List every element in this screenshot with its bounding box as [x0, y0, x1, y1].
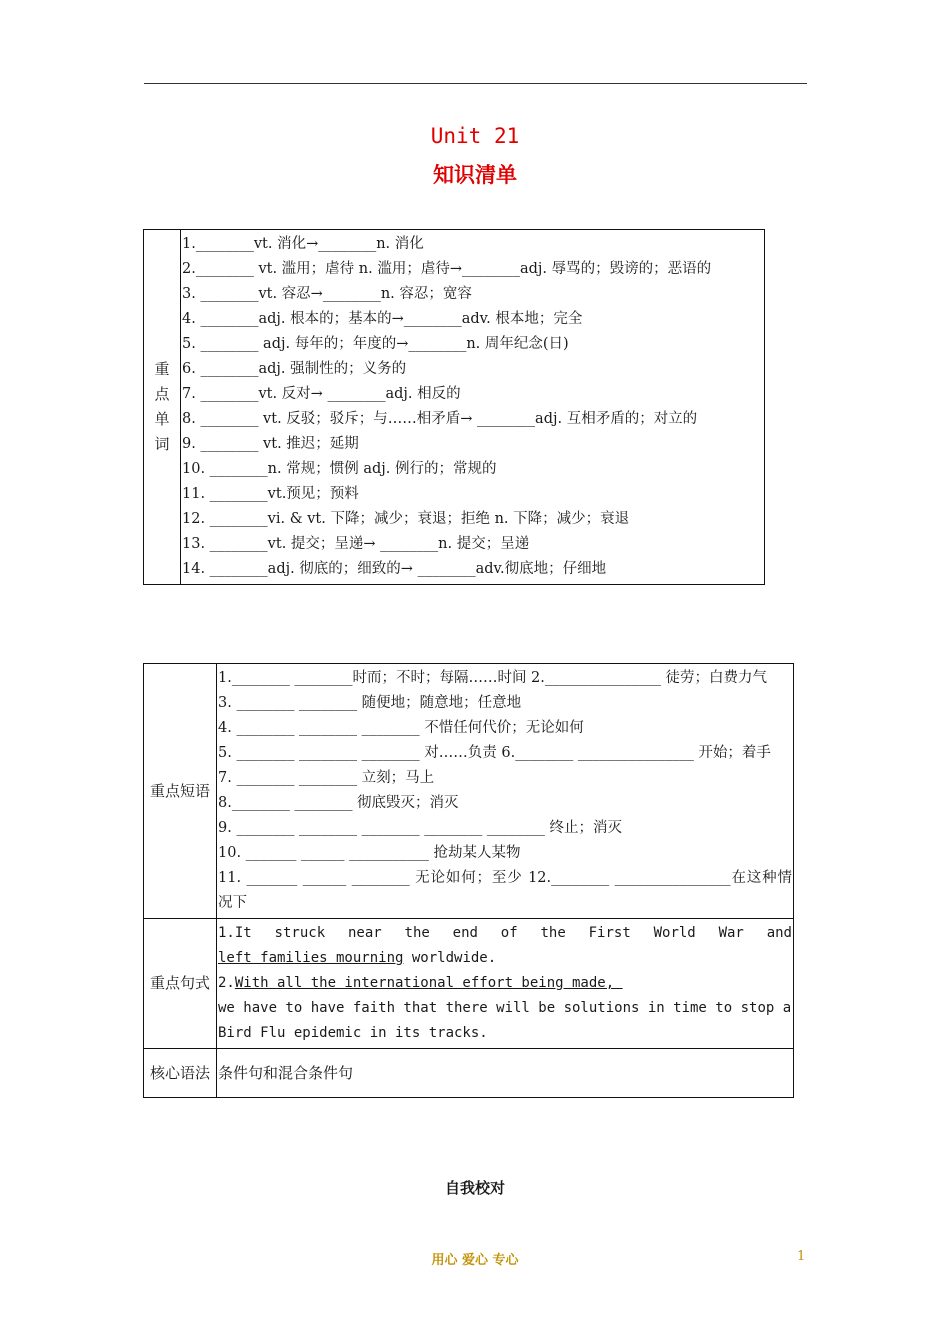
key-words-label-text: 重 点 单 词 [154, 360, 170, 453]
page-number: 1 [797, 1249, 806, 1264]
phrase-item: 10. _______ ______ ___________ 抢劫某人某物 [218, 845, 521, 861]
phrase-item: 5. ________ ________ ________ 对……负责 6.________ ________________ 开始；着手 [218, 745, 771, 761]
phrase-item: 8.________ ________ 彻底毁灭；消灭 [218, 795, 459, 811]
word-item: 3. ________vt. 容忍→________n. 容忍；宽容 [182, 286, 472, 302]
word-item: 6. ________adj. 强制性的；义务的 [182, 361, 407, 377]
word-item: 9. ________ vt. 推迟；延期 [182, 436, 359, 452]
key-words-label [144, 230, 181, 585]
phrase-item: 7. ________ ________ 立刻；马上 [218, 770, 435, 786]
key-phrases-label: 重点短语 [144, 664, 217, 919]
sentence-1-cont [218, 946, 792, 971]
footer-slogan: 用心 爱心 专心 [431, 1253, 519, 1268]
word-item: 8. ________ vt. 反驳；驳斥；与……相矛盾→ ________adj. 互相矛盾的；对立的 [182, 411, 698, 427]
phrase-item: 3. ________ ________ 随便地；随意地；任意地 [218, 695, 522, 711]
sentence-1-line: 1.It struck near the end of the First World War and [218, 925, 792, 941]
key-words-list [181, 230, 765, 585]
phrase-item: 9. ________ ________ ________ ________ ________ 终止；消灭 [218, 820, 622, 836]
core-grammar-label: 核心语法 [144, 1049, 217, 1098]
key-sentences-label: 重点句式 [144, 919, 217, 1049]
self-check-heading: 自我校对 [444, 1179, 505, 1197]
word-item: 13. ________vt. 提交；呈递→ ________n. 提交；呈递 [182, 536, 530, 552]
core-grammar-cell [217, 1049, 794, 1098]
word-item: 2.________ vt. 滥用；虐待 n. 滥用；虐待→________adj. 辱骂的；毁谤的；恶语的 [182, 261, 712, 277]
word-item: 14. ________adj. 彻底的；细致的→ ________adv.彻底地；仔细地 [182, 561, 607, 577]
word-item: 12. ________vi. & vt. 下降；减少；衰退；拒绝 n. 下降；减少；衰退 [182, 511, 630, 527]
phrase-item: 4. ________ ________ ________ 不惜任何代价；无论如何 [218, 720, 584, 736]
key-sentences-list [217, 919, 794, 1049]
sentence-2-prefix: 2. [218, 975, 235, 991]
word-item: 5. ________ adj. 每年的；年度的→________n. 周年纪念(日) [182, 336, 569, 352]
unit-title: Unit 21 [430, 124, 520, 148]
phrase-item: 11. _______ ______ ________ 无论如何；至少 12.________ ________________在这种情况下 [218, 870, 792, 911]
phrases-table [143, 663, 794, 1098]
key-phrases-list [217, 664, 794, 919]
sentence-2-rest: we have to have faith that there will be solutions in time to stop a Bird Flu epidemic in its tracks. [218, 1000, 792, 1041]
core-grammar-text: 条件句和混合条件句 [218, 1063, 354, 1082]
word-item: 10. ________n. 常规；惯例 adj. 例行的；常规的 [182, 461, 497, 477]
sentence-1-rest: worldwide. [403, 950, 497, 966]
key-words-table [143, 229, 765, 585]
word-item: 4. ________adj. 根本的；基本的→________adv. 根本地；完全 [182, 311, 583, 327]
sentence-1-underlined: left families mourning [218, 950, 404, 966]
section-title: 知识清单 [433, 163, 517, 187]
word-item: 7. ________vt. 反对→ ________adj. 相反的 [182, 386, 461, 402]
header-rule [144, 83, 807, 84]
sentence-2 [218, 971, 792, 1046]
sentence-2-underlined: With all the international effort being made, [234, 975, 623, 991]
word-item: 1.________vt. 消化→________n. 消化 [182, 236, 424, 252]
word-item: 11. ________vt.预见；预料 [182, 486, 359, 502]
phrase-item: 1.________ ________时而；不时；每隔……时间 2.________________ 徒劳；白费力气 [218, 670, 767, 686]
